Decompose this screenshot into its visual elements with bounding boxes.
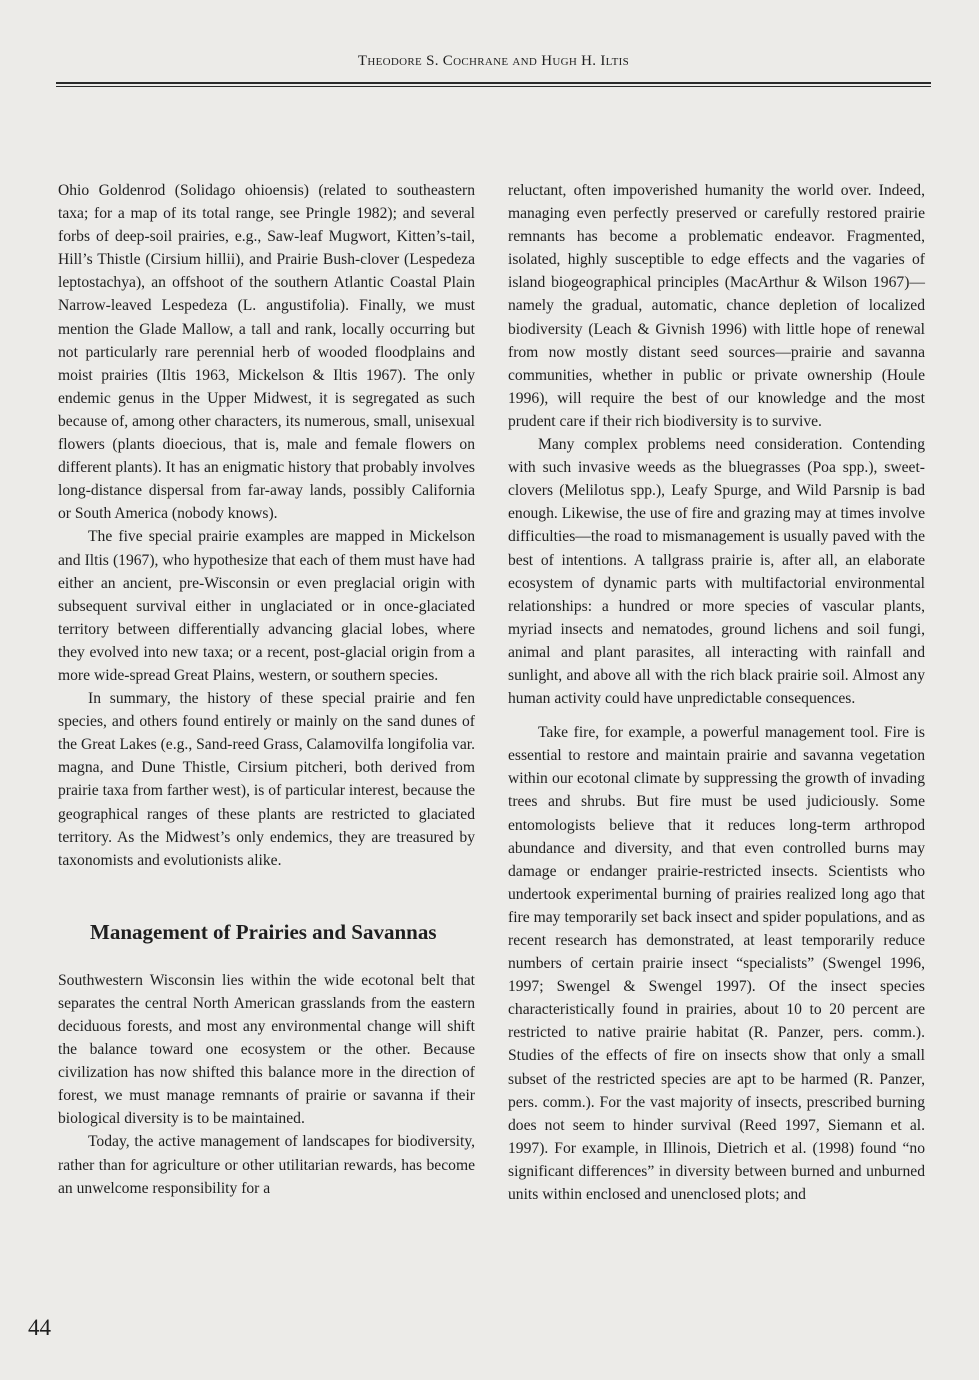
page-number: 44 — [28, 1315, 51, 1340]
section-heading: Management of Prairies and Savannas — [90, 919, 437, 944]
left-paragraph-3: In summary, the history of these special prairie and fen species, and others found entirely or mainly on the sand dunes of the Great Lakes (e.g., Sand-reed Grass, Calamovilfa longifolia var. magna, and Dune Thistle, Cirsium pitcheri, both derived from prairie taxa from farther west), is of particular interest, because the geographical ranges of these plants are restricted to glaciated territory. As the Midwest’s only endemics, they are treasured by taxonomists and evolutionists alike. — [58, 690, 475, 869]
section-paragraph-2: Today, the active management of landscapes for biodiversity, rather than for agriculture or other utilitarian rewards, has become an unwelcome responsibility for a — [58, 1133, 475, 1197]
right-paragraph-1: reluctant, often impoverished humanity the world over. Indeed, managing even perfectly preserved or carefully restored prairie remnants has become a problematic endeavor. Fragmented, isolated, highly susceptible to edge effects and the vagaries of island biogeographical principles (MacArthur & Wilson 1967)—namely the gradual, automatic, chance depletion of localized biodiversity (Leach & Givnish 1996) with little hope of renewal from now mostly distant seed sources—prairie and savanna communities, whether in public or private ownership (Houle 1996), will require the best of our knowledge and the most prudent care if their rich biodiversity is to survive. — [508, 182, 925, 430]
left-paragraph-2: The five special prairie examples are mapped in Mickelson and Iltis (1967), who hypothesize that each of them must have had either an ancient, pre-Wisconsin or even preglacial origin with subsequent survival either in unglaciated or in once-glaciated territory between differentially advancing glacial lobes, where they evolved into new taxa; or a recent, post-glacial origin from a more wide-spread Great Plains, western, or southern species. — [58, 528, 475, 684]
header-rule-thin — [56, 86, 931, 87]
left-paragraph-1: Ohio Goldenrod (Solidago ohioensis) (related to southeastern taxa; for a map of its total range, see Pringle 1982); and several forbs of deep-soil prairies, e.g., Saw-leaf Mugwort, Kitten’s-tail, Hill’s Thistle (Cirsium hillii), and Prairie Bush-clover (Lespedeza leptostachya), an offshoot of the southern Atlantic Coastal Plain Narrow-leaved Lespedeza (L. angustifolia). Finally, we must mention the Glade Mallow, a tall and rank, locally occurring but not particularly rare perennial herb of wooded floodplains and moist prairies (Iltis 1963, Mickelson & Iltis 1967). The only endemic genus in the Upper Midwest, it is segregated as such because of, among other characters, its numerous, small, unisexual flowers (plants dioecious, that is, male and female flowers on different plants). It has an enigmatic history that probably involves long-distance dispersal from far-away lands, possibly California or South America (nobody knows). — [58, 182, 475, 523]
left-column — [58, 179, 475, 1200]
section-paragraph-1: Southwestern Wisconsin lies within the wide ecotonal belt that separates the central North American grasslands from the eastern deciduous forests, and most any environmental change will shift the balance toward one ecosystem or the other. Because civilization has now shifted this balance more in the direction of forest, we must manage remnants of prairie or savanna if their biological diversity is to be maintained. — [58, 971, 475, 1128]
right-column — [508, 179, 925, 1206]
header-rule-thick — [56, 82, 931, 84]
running-header: Theodore S. Cochrane and Hugh H. Iltis — [357, 53, 630, 69]
right-paragraph-2: Many complex problems need consideration. Contending with such invasive weeds as the bluegrasses (Poa spp.), sweet-clovers (Melilotus spp.), Leafy Spurge, and Wild Parsnip is bad enough. Likewise, the use of fire and grazing may at times involve difficulties—the road to mismanagement is usually paved with the best of intentions. A tallgrass prairie is, after all, an elaborate ecosystem of dynamic parts with multifactorial environmental relationships: a hundred or more species of vascular plants, myriad insects and nematodes, ground lichens and soil fungi, animal and plant parasites, all interacting with rainfall and sunlight, and above all with the rich black prairie soil. Almost any human activity could have unpredictable consequences. — [508, 436, 925, 708]
right-paragraph-3: Take fire, for example, a powerful management tool. Fire is essential to restore and maintain prairie and savanna vegetation within our ecotonal climate by suppressing the growth of invading trees and shrubs. But fire must be used judiciously. Some entomologists believe that it reduces long-term arthropod abundance and diversity, and that even controlled burns may damage or endanger prairie-restricted insects. Scientists who undertook experimental burning of prairies realized long ago that fire may temporarily set back insect and spider populations, and as recent research has demonstrated, at least temporarily reduce numbers of certain prairie insect “specialists” (Swengel 1996, 1997; Swengel & Swengel 1997). Of the insect species characteristically found in prairies, about 10 to 20 percent are restricted to native prairie habitat (R. Panzer, pers. comm.). Studies of the effects of fire on insects show that only a small subset of the restricted species are apt to be harmed (R. Panzer, pers. comm.). For the vast majority of insects, prescribed burning does not seem to hinder survival (Reed 1997, Siemann et al. 1997). For example, in Illinois, Dietrich et al. (1998) found “no significant differences” in diversity between burned and unburned units within enclosed and unenclosed plots; and — [508, 724, 925, 1204]
